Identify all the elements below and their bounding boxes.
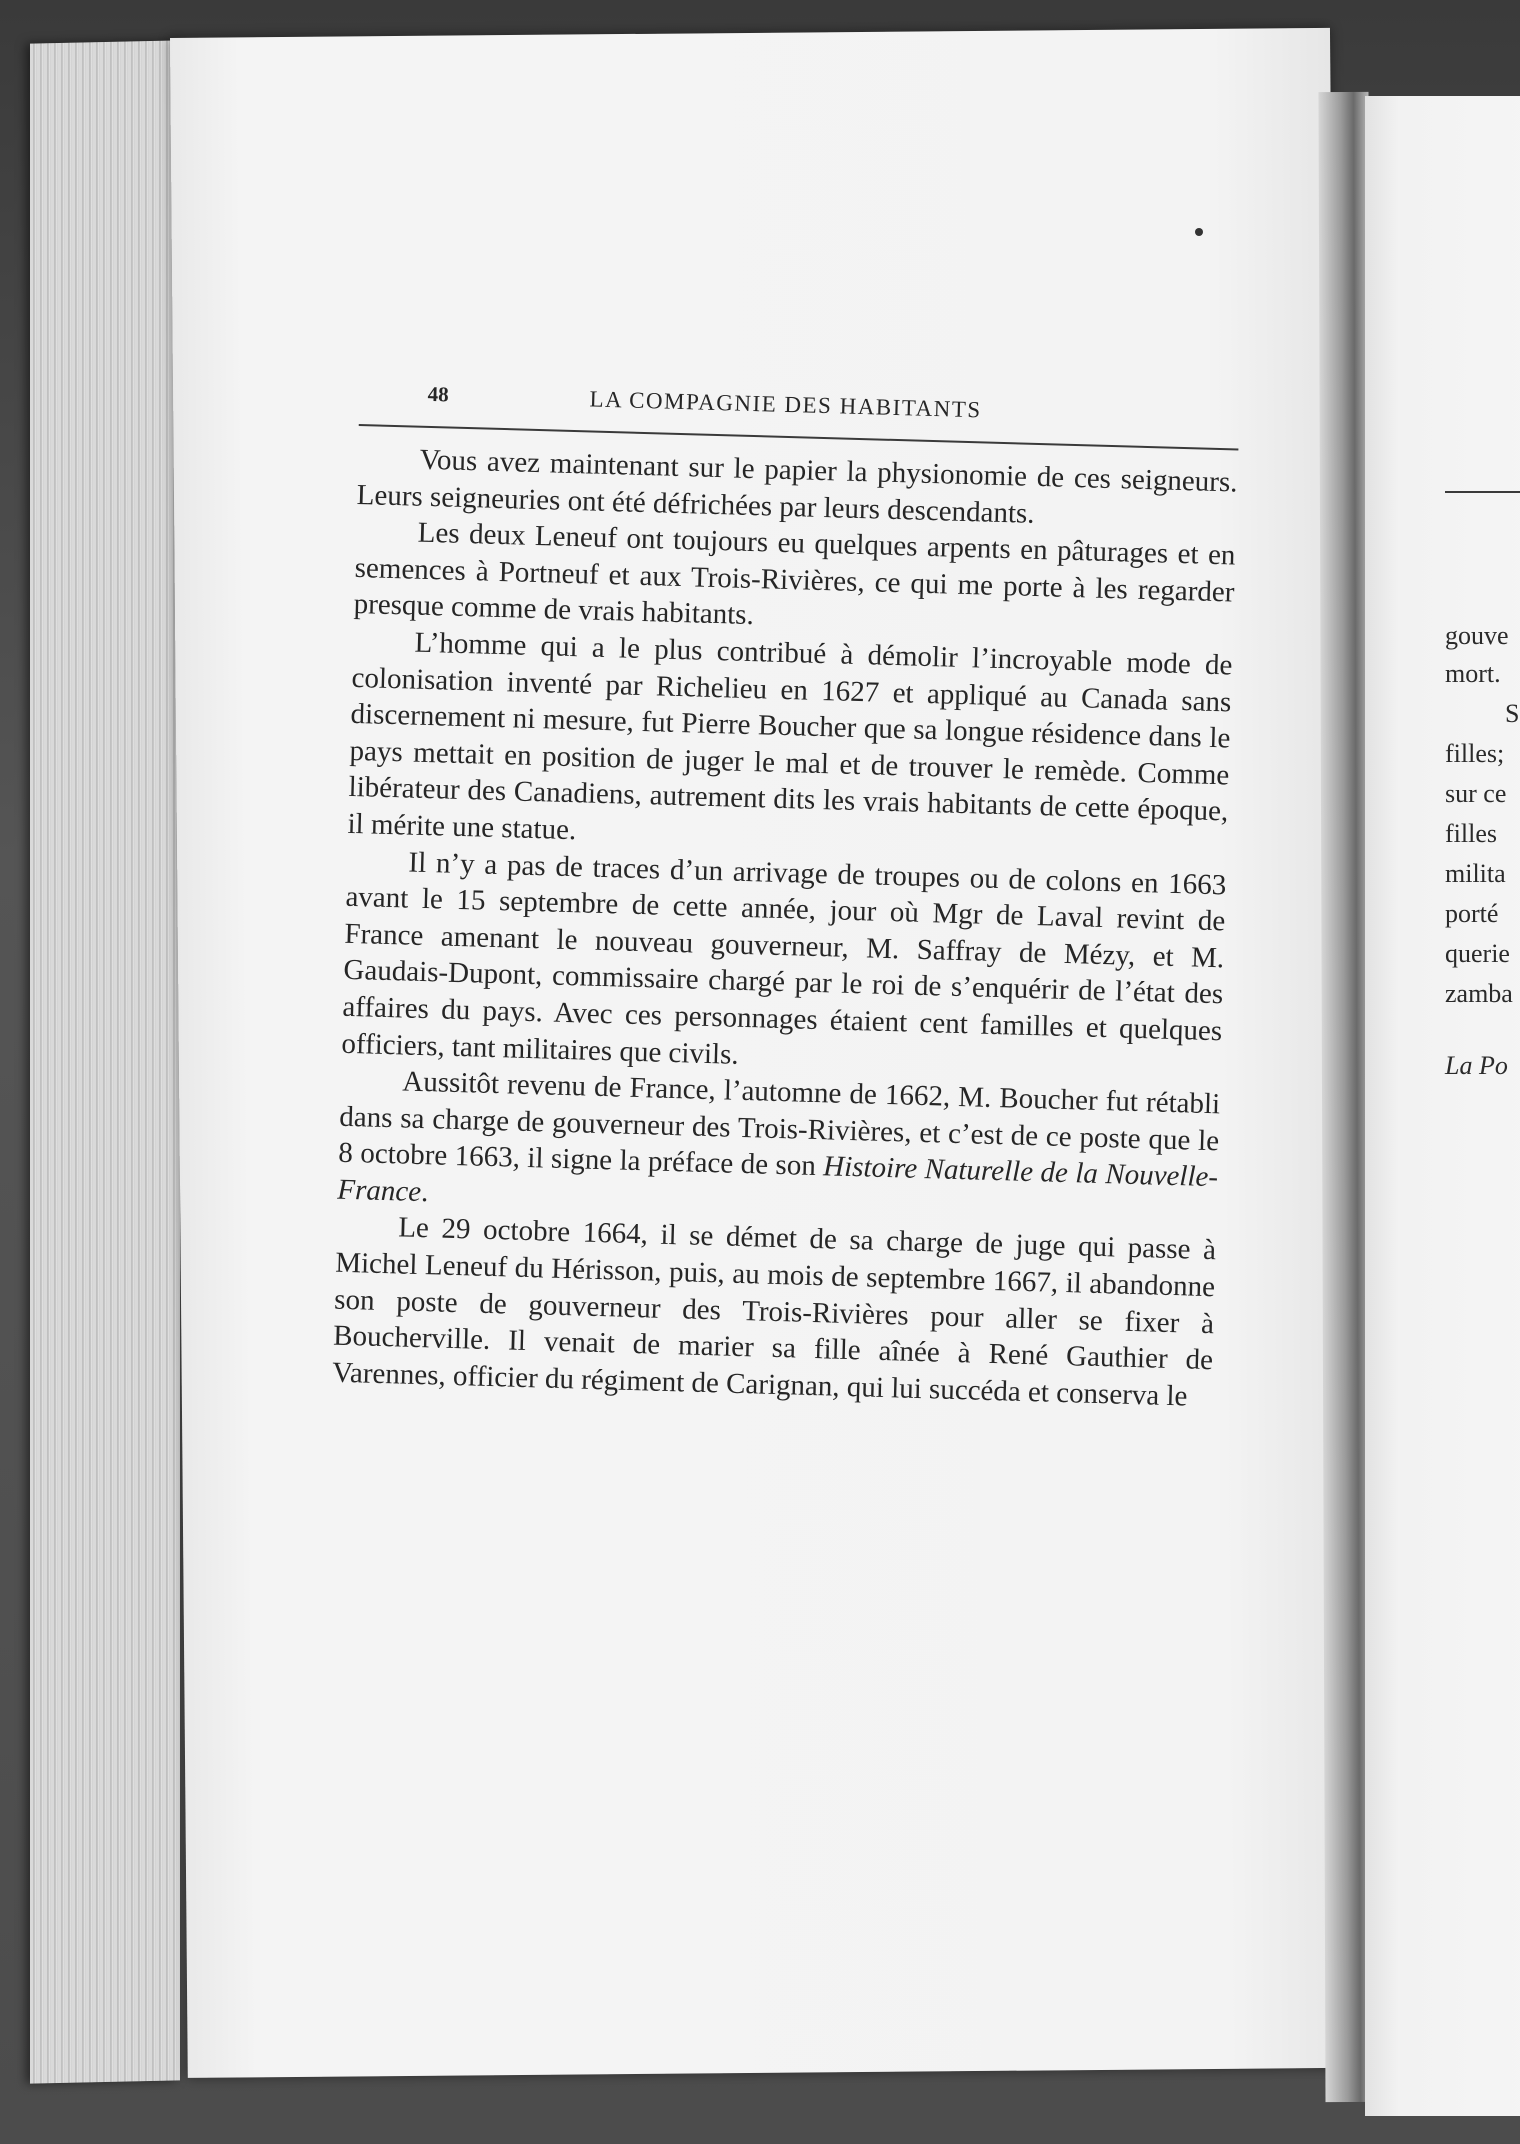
book-title-italic: Histoire Naturelle de la Nouvelle-France xyxy=(336,1150,1219,1208)
right-text-fragment: gouve xyxy=(1445,621,1509,650)
right-text-fragment: La Po xyxy=(1445,1051,1508,1080)
right-header-rule xyxy=(1445,491,1520,493)
paragraph: L’homme qui a le plus contribué à démolir l’incroyable mode de colonisation inventé par Richelieu en 1627 et appliqué au Canada sans discernement ni mesure, fut Pierre Boucher que sa longue résidence dans le pays mettait en position de juger le mal et de trouver le remède. Comme libérateur des Canadiens, autrement dits les vrais habitants de cette époque, il mérite une statue. xyxy=(347,626,1233,847)
page-text-block xyxy=(332,380,1240,1416)
paragraph: Les deux Leneuf ont toujours eu quelques arpents en pâturages et en semences à Portneuf et aux Trois-Rivières, ce qui me porte à les regarder presque comme de vrais habitants. xyxy=(353,516,1236,632)
ink-dot xyxy=(1195,228,1203,236)
paragraph: Le 29 octobre 1664, il se démet de sa charge de juge qui passe à Michel Leneuf du Hérisson, puis, au mois de septembre 1667, il abandonne son poste de gouverneur des Trois-Rivières pour aller se fixer à Boucherville. Il venait de marier sa fille aînée à René Gauthier de Varennes, officier du régiment de Carignan, qui lui succéda et conserva le xyxy=(331,1211,1217,1413)
right-text-fragment: porté xyxy=(1445,899,1499,928)
right-text-fragment: filles xyxy=(1445,819,1497,848)
right-text-fragment: filles; xyxy=(1445,739,1505,768)
right-text-fragment: S xyxy=(1505,699,1520,728)
paragraph-text: . xyxy=(420,1175,429,1209)
page-number: 48 xyxy=(427,381,449,407)
paragraph xyxy=(337,1062,1221,1233)
right-page xyxy=(1365,96,1520,2116)
right-text-fragment: sur ce xyxy=(1445,779,1507,808)
running-title: LA COMPAGNIE DES HABITANTS xyxy=(589,386,982,423)
right-text-fragment: querie xyxy=(1445,939,1510,968)
right-text-fragment: mort. xyxy=(1445,659,1501,688)
paragraph-text: Aussitôt revenu de France, l’automne de 1662, M. Boucher fut rétabli dans sa charge de gouverneur des Trois-Rivières, et c’est de ce poste que le 8 octobre 1663, il signe la préface de son xyxy=(337,1065,1221,1183)
paragraph: Vous avez maintenant sur le papier la physionomie de ces seigneurs. Leurs seigneuries ont été défrichées par leurs descendants. xyxy=(356,443,1238,530)
page-edges xyxy=(30,40,180,2083)
paragraph: Il n’y a pas de traces d’un arrivage de troupes ou de colons en 1663 avant le 15 septembre de cette année, jour où Mgr de Laval revint de France amenant le nouveau gouverneur, M. Saffray de Mézy, et M. Gaudais-Dupont, commissaire chargé par le roi de s’enquérir de l’état des affaires du pays. Avec ces personnages étaient cent familles et quelques officiers, tant militaires que civils. xyxy=(341,846,1227,1071)
right-text-fragment: milita xyxy=(1445,859,1506,888)
right-text-fragment: zamba xyxy=(1445,979,1513,1008)
